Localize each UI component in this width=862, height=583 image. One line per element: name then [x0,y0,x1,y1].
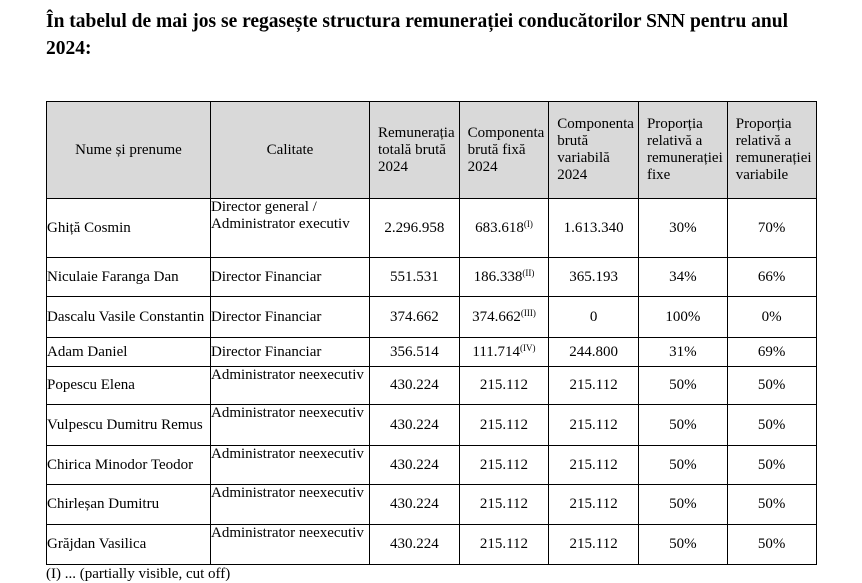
cell-fixed: 215.112 [459,405,549,446]
fixed-value: 111.714 [472,343,521,360]
cell-variable: 0 [549,297,639,338]
cell-fixed: 215.112 [459,367,549,405]
cell-fixed: 215.112 [459,446,549,485]
cell-variable: 215.112 [549,485,639,525]
cell-fixed-pct: 50% [638,405,727,446]
cell-name: Vulpescu Dumitru Remus [47,405,211,446]
table-row [47,525,817,565]
table-row [47,367,817,405]
footnote-marker: (II) [522,267,535,278]
cell-fixed-pct: 34% [638,258,727,297]
cell-fixed-pct: 50% [638,367,727,405]
cell-variable: 215.112 [549,446,639,485]
cell-name: Chirleșan Dumitru [47,485,211,525]
cell-variable: 215.112 [549,525,639,565]
cell-total: 551.531 [370,258,460,297]
cell-role: Director Financiar [211,297,370,338]
cell-variable-pct: 50% [727,446,816,485]
footnote-marker: (IV) [520,342,536,353]
header-variable: Componenta brută variabilă 2024 [549,102,639,199]
cell-role: Administrator neexecutiv [211,485,370,525]
cell-total: 430.224 [370,485,460,525]
cell-role: Director general / Administrator executiv [211,199,370,258]
cell-name: Popescu Elena [47,367,211,405]
cell-variable-pct: 70% [727,199,816,258]
cell-variable-pct: 66% [727,258,816,297]
header-name: Nume și prenume [47,102,211,199]
cell-name: Ghiță Cosmin [47,199,211,258]
cell-variable: 365.193 [549,258,639,297]
table-row [47,405,817,446]
cell-role: Administrator neexecutiv [211,525,370,565]
cell-name: Adam Daniel [47,338,211,367]
table-header-row [47,102,817,199]
cell-fixed: 215.112 [459,525,549,565]
cell-total: 430.224 [370,405,460,446]
cell-name: Niculaie Faranga Dan [47,258,211,297]
header-variable-pct: Proporția relativă a remunerației variabile [727,102,816,199]
cell-role: Administrator neexecutiv [211,446,370,485]
table-row [47,297,817,338]
footnote-text: (I) ... (partially visible, cut off) [46,566,231,582]
cell-fixed-pct: 50% [638,525,727,565]
cell-fixed [459,199,549,258]
page-heading: În tabelul de mai jos se regasește structura remunerației conducătorilor SNN pentru anul 2024: [46,11,789,59]
cell-total: 430.224 [370,367,460,405]
table-row [47,338,817,367]
fixed-value: 374.662 [472,308,521,325]
cell-fixed [459,338,549,367]
cell-variable-pct: 50% [727,367,816,405]
cell-total: 2.296.958 [370,199,460,258]
cell-variable-pct: 50% [727,485,816,525]
remuneration-table [46,101,817,565]
table-row [47,199,817,258]
fixed-value: 186.338 [473,268,523,285]
cell-name: Grăjdan Vasilica [47,525,211,565]
cell-total: 374.662 [370,297,460,338]
cell-variable: 1.613.340 [549,199,639,258]
cell-variable-pct: 69% [727,338,816,367]
cell-role: Administrator neexecutiv [211,405,370,446]
header-fixed: Componenta brută fixă 2024 [459,102,549,199]
fixed-value: 683.618 [475,219,524,236]
cell-variable-pct: 0% [727,297,816,338]
header-total: Remunerația totală brută 2024 [370,102,460,199]
cell-name: Chirica Minodor Teodor [47,446,211,485]
cell-fixed-pct: 30% [638,199,727,258]
footnote-marker: (III) [520,307,536,318]
cell-total: 430.224 [370,525,460,565]
cell-variable-pct: 50% [727,525,816,565]
cell-role: Administrator neexecutiv [211,367,370,405]
header-role: Calitate [211,102,370,199]
cell-fixed-pct: 31% [638,338,727,367]
cell-role: Director Financiar [211,338,370,367]
cell-fixed: 215.112 [459,485,549,525]
cell-total: 430.224 [370,446,460,485]
cell-fixed-pct: 50% [638,446,727,485]
table-row [47,446,817,485]
cell-fixed-pct: 100% [638,297,727,338]
cell-variable: 215.112 [549,367,639,405]
table-row [47,485,817,525]
cell-fixed-pct: 50% [638,485,727,525]
cell-variable: 215.112 [549,405,639,446]
table-row [47,258,817,297]
cell-fixed [459,258,549,297]
header-fixed-pct: Proporția relativă a remunerației fixe [638,102,727,199]
cell-role: Director Financiar [211,258,370,297]
footnote-marker: (I) [523,218,533,229]
cell-total: 356.514 [370,338,460,367]
cell-variable: 244.800 [549,338,639,367]
cell-fixed [459,297,549,338]
cell-name: Dascalu Vasile Constantin [47,297,211,338]
cell-variable-pct: 50% [727,405,816,446]
